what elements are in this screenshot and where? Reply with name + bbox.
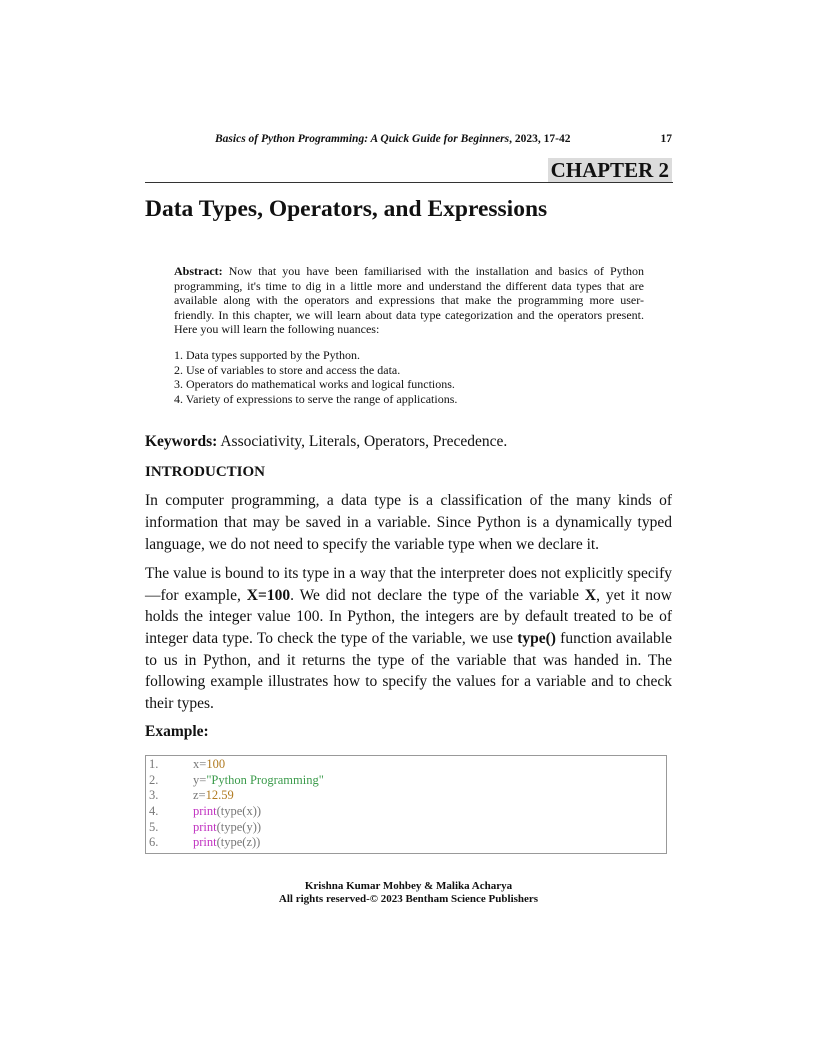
keywords-label: Keywords: xyxy=(145,433,218,451)
chapter-label: CHAPTER 2 xyxy=(548,158,672,182)
abstract-label: Abstract: xyxy=(174,264,223,278)
paragraph: In computer programming, a data type is a classification of the many kinds of information that may be saved in a variable. Since Python is a dynamically typed language, we do not need to specify the variable type when we declare it. xyxy=(145,492,672,553)
code-term: X=100 xyxy=(246,586,291,604)
code-line xyxy=(146,804,666,820)
code-line xyxy=(146,773,666,789)
page-number: 17 xyxy=(660,133,672,145)
line-number: 3. xyxy=(149,788,159,803)
line-number: 4. xyxy=(149,804,159,819)
keywords xyxy=(145,432,672,452)
abstract-text: Now that you have been familiarised with the installation and basics of Python programming, it's time to dig in a little more and understand the different data types that are available along with the operators and expressions that make the programming more user-friendly. In this chapter, we will learn about data type categorization and the operators present. Here you will learn the following nuances: xyxy=(174,264,644,337)
chapter-title: Data Types, Operators, and Expressions xyxy=(145,196,548,222)
example-label: Example: xyxy=(145,723,209,741)
body-flow xyxy=(145,264,672,907)
running-header xyxy=(145,133,672,145)
text: function available to us in Python, and it returns the type of the variable that was handed in. The following example illustrates how to specify the values for a variable and to check their types. xyxy=(145,629,672,712)
list-item: 4. Variety of expressions to serve the range of applications. xyxy=(174,391,458,406)
code-string: "Python Programming" xyxy=(206,772,324,787)
code-keyword: print xyxy=(193,819,217,834)
code-term: X xyxy=(584,586,597,604)
divider xyxy=(145,182,673,183)
code-term: type() xyxy=(517,629,556,647)
section-heading: INTRODUCTION xyxy=(145,464,266,481)
code-text: (type(z)) xyxy=(216,835,261,850)
text: , yet it now holds the integer value 100. In Python, the integers are by default treated to be of integer data type. To check the type of the variable, we use xyxy=(145,586,672,647)
line-number: 6. xyxy=(149,835,159,850)
line-number: 2. xyxy=(149,772,159,787)
footer-rights: All rights reserved-© 2023 Bentham Science Publishers xyxy=(278,893,539,906)
line-number: 1. xyxy=(149,757,159,772)
code-text: (type(x)) xyxy=(216,804,262,819)
page-footer xyxy=(145,880,672,907)
running-title: Basics of Python Programming: A Quick Guide for Beginners xyxy=(215,133,510,145)
list-item: 1. Data types supported by the Python. xyxy=(174,347,360,362)
nuances-list xyxy=(174,348,672,406)
code-line xyxy=(146,788,666,804)
code-keyword: print xyxy=(193,835,217,850)
code-line xyxy=(146,835,666,851)
paragraph xyxy=(145,563,672,714)
code-block xyxy=(145,755,667,854)
code-keyword: print xyxy=(193,804,217,819)
footer-authors: Krishna Kumar Mohbey & Malika Acharya xyxy=(304,879,513,892)
code-number: 100 xyxy=(206,757,226,772)
text: The value is bound to its type in a way that the interpreter does not explicitly specify—for example, xyxy=(145,565,672,604)
code-number: 12.59 xyxy=(205,788,234,803)
list-item: 3. Operators do mathematical works and logical functions. xyxy=(174,377,455,392)
code-text: (type(y)) xyxy=(216,819,262,834)
code-text: z= xyxy=(193,788,206,803)
line-number: 5. xyxy=(149,819,159,834)
abstract xyxy=(174,264,644,337)
code-text: x= xyxy=(193,757,207,772)
code-line xyxy=(146,820,666,836)
list-item: 2. Use of variables to store and access the data. xyxy=(174,362,401,377)
keywords-text: Associativity, Literals, Operators, Precedence. xyxy=(217,433,508,451)
text: . We did not declare the type of the variable xyxy=(290,586,585,604)
code-text: y= xyxy=(193,772,207,787)
running-meta: , 2023, 17-42 xyxy=(509,133,571,145)
code-line xyxy=(146,757,666,773)
